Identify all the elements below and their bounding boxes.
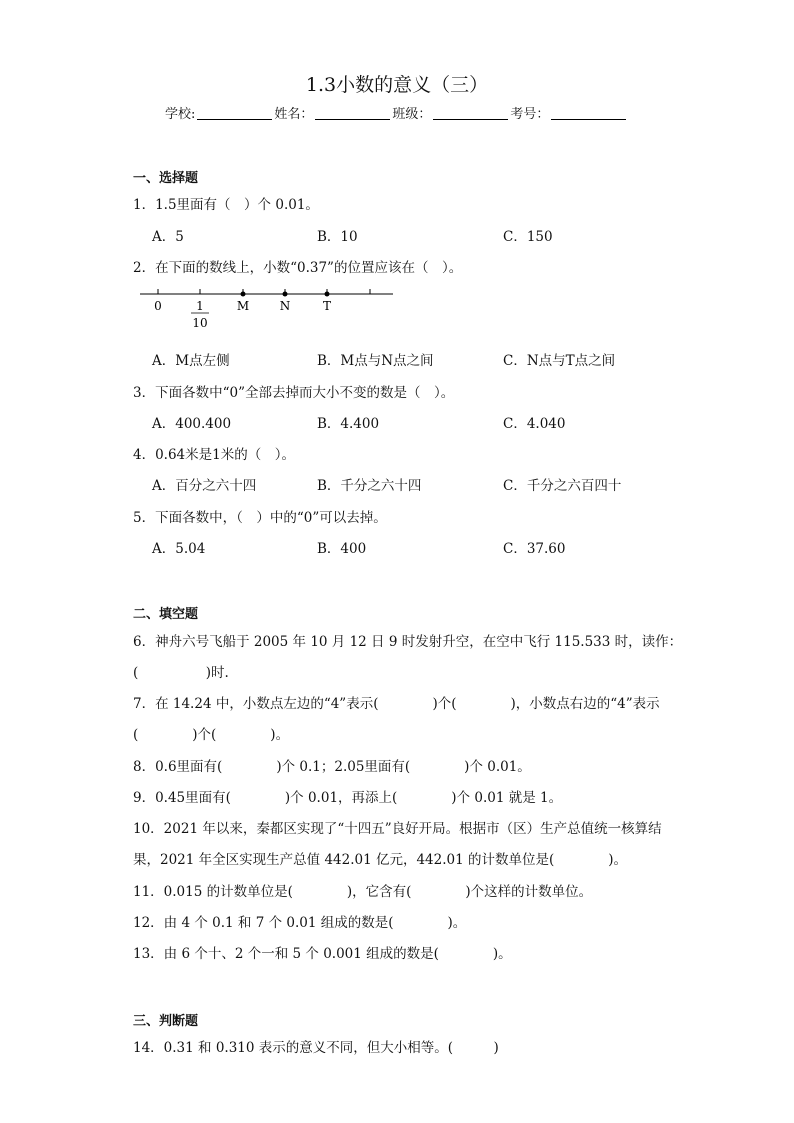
label-t: T	[322, 299, 332, 313]
question-8[interactable]: 8．0.6里面有( )个 0.1；2.05里面有( )个 0.01。	[133, 759, 531, 775]
question-12[interactable]: 12．由 4 个 0.1 和 7 个 0.01 组成的数是( )。	[133, 915, 467, 931]
section-judge-heading: 三、判断题	[133, 1014, 199, 1029]
question-9[interactable]: 9．0.45里面有( )个 0.01，再添上( )个 0.01 就是 1。	[133, 790, 563, 806]
question-5: 5．下面各数中，（ ）中的“0”可以去掉。	[133, 510, 387, 526]
class-label: 班级：	[392, 107, 432, 122]
label-n: N	[279, 299, 291, 313]
q5-option-c[interactable]: C．37.60	[503, 541, 566, 557]
section-choice-heading: 一、选择题	[133, 171, 199, 186]
question-1: 1．1.5里面有（ ）个 0.01。	[133, 197, 319, 213]
number-line-diagram	[140, 286, 400, 336]
question-14[interactable]: 14．0.31 和 0.310 表示的意义不同，但大小相等。( )	[133, 1040, 499, 1056]
question-3: 3．下面各数中“0”全部去掉而大小不变的数是（ ）。	[133, 385, 455, 401]
question-6-line-1: 6．神舟六号飞船于 2005 年 10 月 12 日 9 时发射升空，在空中飞行 115.533 时，读作：	[133, 634, 683, 650]
school-label: 学校:	[165, 107, 196, 122]
question-2: 2．在下面的数线上，小数“0.37”的位置应该在（ ）。	[133, 260, 463, 276]
q4-option-c[interactable]: C．千分之六百四十	[503, 478, 622, 494]
q1-option-b[interactable]: B．10	[317, 229, 358, 245]
q4-option-b[interactable]: B．千分之六十四	[317, 478, 422, 494]
label-m: M	[236, 299, 250, 313]
point-m-dot	[241, 292, 246, 297]
q3-option-b[interactable]: B．4.400	[317, 416, 380, 432]
q2-option-b[interactable]: B．M点与N点之间	[317, 353, 434, 369]
label-zero: 0	[154, 299, 162, 313]
question-4: 4．0.64米是1米的（ ）。	[133, 447, 295, 463]
class-blank[interactable]	[433, 107, 508, 120]
school-blank[interactable]	[197, 107, 272, 120]
q5-option-a[interactable]: A．5.04	[152, 541, 206, 557]
number-label: 考号：	[510, 107, 550, 122]
student-info-row	[165, 103, 628, 122]
label-fraction-numerator: 1	[196, 299, 204, 313]
q3-option-c[interactable]: C．4.040	[503, 416, 566, 432]
q4-option-a[interactable]: A．百分之六十四	[152, 478, 257, 494]
question-7-line-1[interactable]: 7．在 14.24 中，小数点左边的“4”表示( )个( )，小数点右边的“4”表示	[133, 696, 660, 712]
q2-option-a[interactable]: A．M点左侧	[152, 353, 230, 369]
q3-option-a[interactable]: A．400.400	[152, 416, 232, 432]
question-10-line-1: 10．2021 年以来，秦都区实现了“十四五”良好开局。根据市（区）生产总值统一核算结	[133, 821, 662, 837]
q5-option-b[interactable]: B．400	[317, 541, 367, 557]
q2-option-c[interactable]: C．N点与T点之间	[503, 353, 616, 369]
section-fill-heading: 二、填空题	[133, 607, 199, 622]
page-title: 1.3小数的意义（三）	[305, 74, 489, 96]
question-13[interactable]: 13．由 6 个十、2 个一和 5 个 0.001 组成的数是( )。	[133, 946, 512, 962]
point-t-dot	[325, 292, 330, 297]
number-blank[interactable]	[551, 107, 626, 120]
point-n-dot	[283, 292, 288, 297]
question-11[interactable]: 11．0.015 的计数单位是( )，它含有( )个这样的计数单位。	[133, 884, 593, 900]
label-fraction-denominator: 10	[192, 316, 208, 330]
name-blank[interactable]	[315, 107, 390, 120]
question-6-line-2[interactable]: ( )时.	[133, 665, 229, 681]
question-7-line-2[interactable]: ( )个( )。	[133, 727, 290, 743]
name-label: 姓名：	[274, 107, 314, 122]
q1-option-c[interactable]: C．150	[503, 229, 553, 245]
question-10-line-2[interactable]: 果，2021 年全区实现生产总值 442.01 亿元，442.01 的计数单位是( )。	[133, 852, 628, 868]
q1-option-a[interactable]: A．5	[152, 229, 184, 245]
